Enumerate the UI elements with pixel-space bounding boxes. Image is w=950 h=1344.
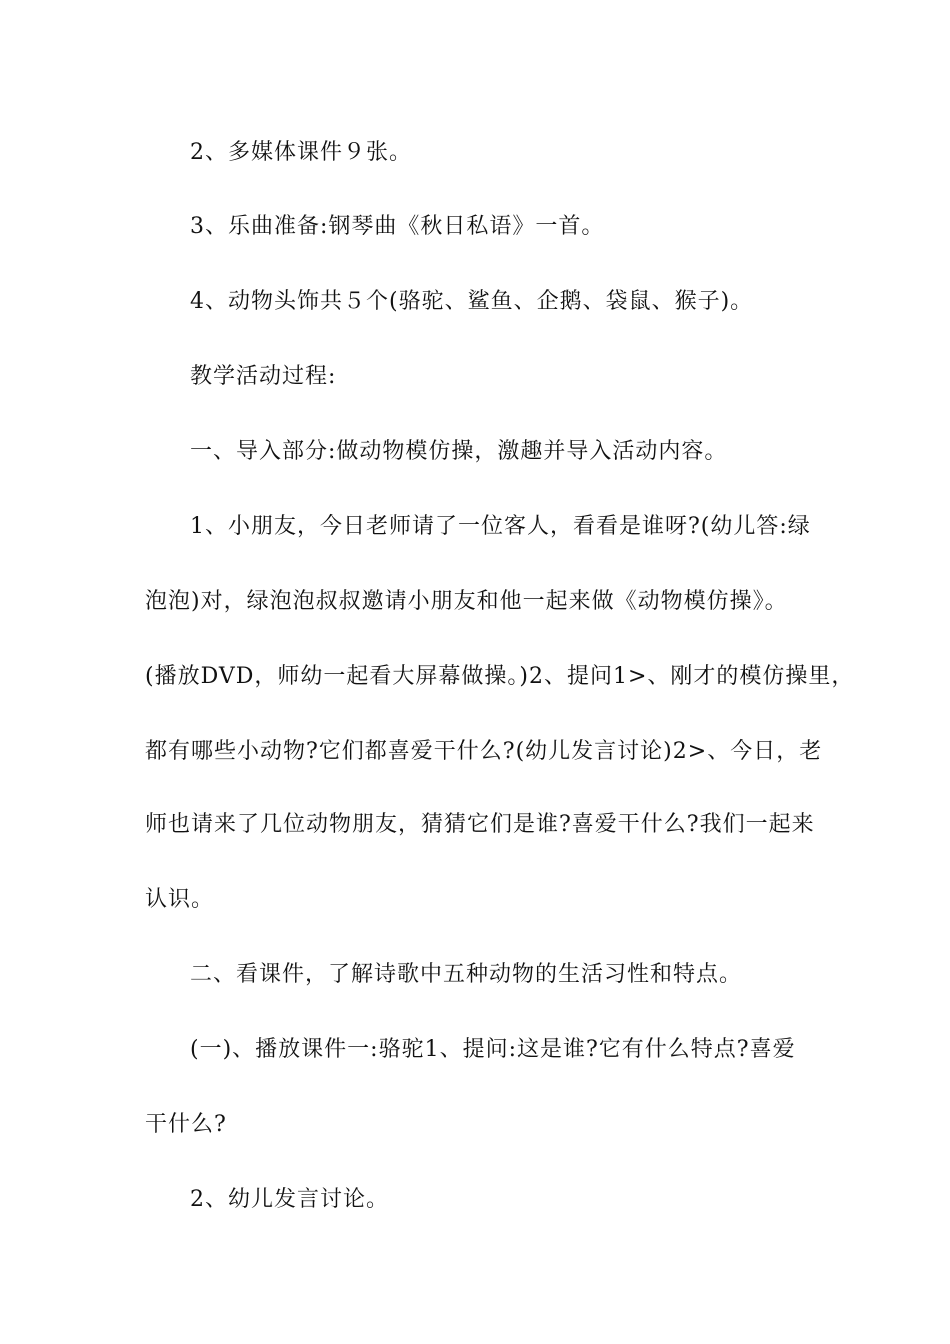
part-one-heading: 一、导入部分:做动物模仿操，激趣并导入活动内容。 bbox=[190, 439, 728, 464]
paragraph-line: 泡泡)对，绿泡泡叔叔邀请小朋友和他一起来做《动物模仿操》。 bbox=[145, 589, 788, 614]
paragraph-line: 2、幼儿发言讨论。 bbox=[190, 1187, 389, 1212]
paragraph-line: 都有哪些小动物?它们都喜爱干什么?(幼儿发言讨论)2>、今日，老 bbox=[145, 739, 823, 764]
paragraph-line: 干什么? bbox=[145, 1112, 227, 1137]
part-two-heading: 二、看课件，了解诗歌中五种动物的生活习性和特点。 bbox=[190, 962, 743, 987]
section-heading-process: 教学活动过程: bbox=[190, 364, 337, 389]
paragraph-line: (一)、播放课件一:骆驼1、提问:这是谁?它有什么特点?喜爱 bbox=[190, 1037, 796, 1062]
item-4-headwear: 4、动物头饰共５个(骆驼、鲨鱼、企鹅、袋鼠、猴子)。 bbox=[190, 289, 754, 314]
item-2-multimedia: 2、多媒体课件９张。 bbox=[190, 140, 412, 165]
paragraph-line: 1、小朋友，今日老师请了一位客人，看看是谁呀?(幼儿答:绿 bbox=[190, 514, 811, 539]
paragraph-line: 认识。 bbox=[145, 887, 215, 912]
item-3-music: 3、乐曲准备:钢琴曲《秋日私语》一首。 bbox=[190, 214, 605, 239]
paragraph-line: (播放DVD，师幼一起看大屏幕做操。)2、提问1>、刚才的模仿操里， bbox=[145, 664, 855, 689]
paragraph-line: 师也请来了几位动物朋友，猜猜它们是谁?喜爱干什么?我们一起来 bbox=[145, 812, 815, 837]
